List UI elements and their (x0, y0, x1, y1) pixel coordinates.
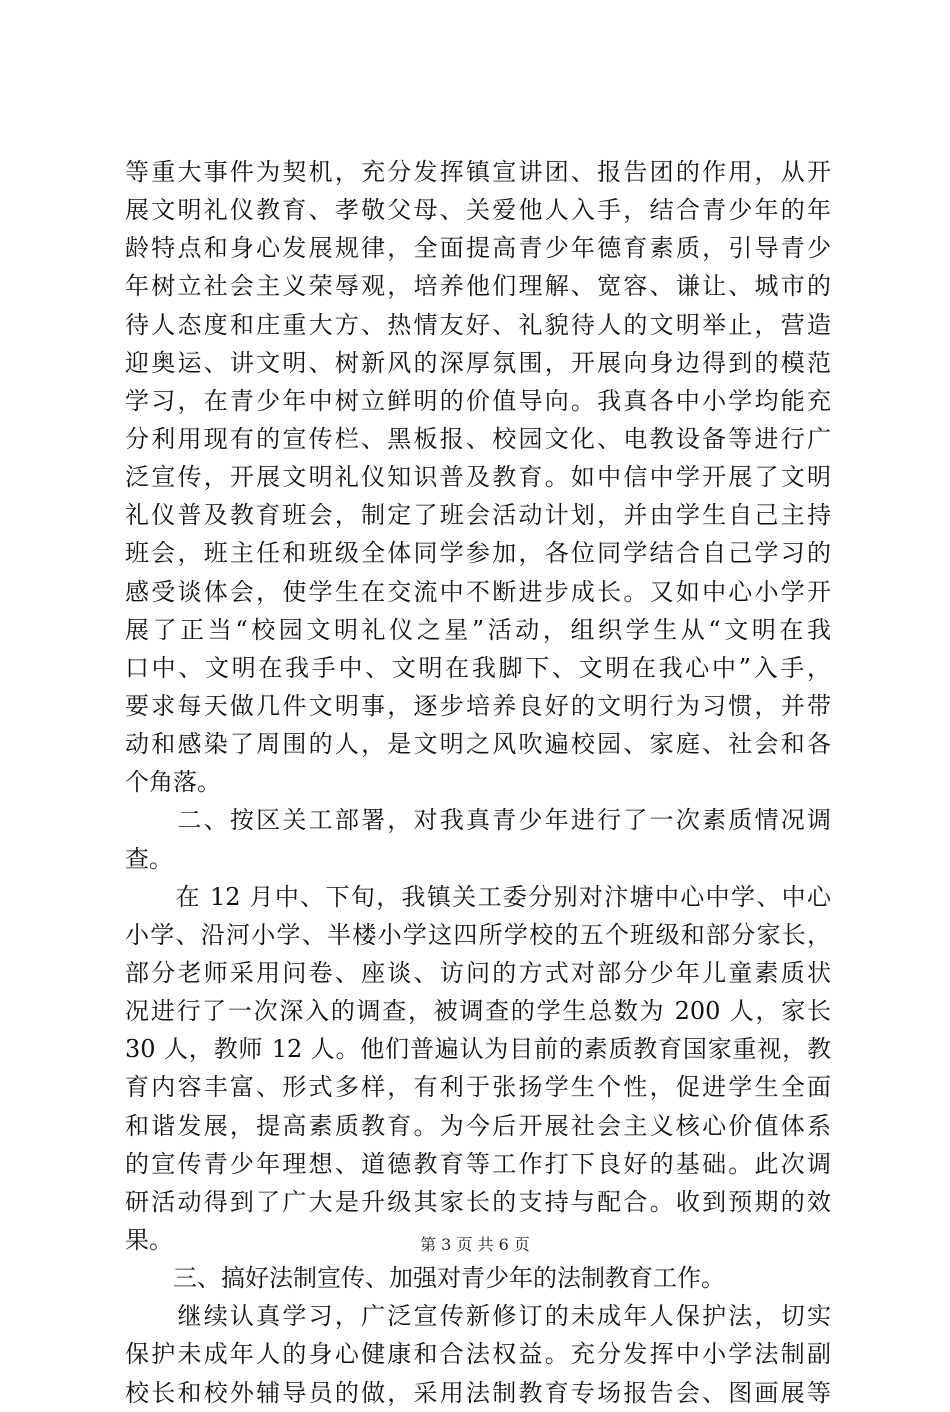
text-line: 在 12 月中、下旬，我镇关工委分别对汴塘中心中学、中心 (125, 882, 831, 911)
text-line: 个角落。 (125, 768, 221, 797)
text-line: 保护未成年人的身心健康和合法权益。充分发挥中小学法制副 (125, 1340, 831, 1369)
document-body (125, 153, 831, 1412)
text-line: 展了正当“校园文明礼仪之星”活动，组织学生从“文明在我 (125, 615, 831, 644)
text-line: 年树立社会主义荣辱观，培养他们理解、宽容、谦让、城市的 (125, 272, 831, 301)
text-line: 要求每天做几件文明事，逐步培养良好的文明行为习惯，并带 (125, 691, 831, 720)
text-line: 和谐发展，提高素质教育。为今后开展社会主义核心价值体系 (125, 1111, 831, 1140)
text-line: 果。 (125, 1225, 173, 1254)
text-line: 学习，在青少年中树立鲜明的价值导向。我真各中小学均能充 (125, 386, 831, 415)
text-line: 研活动得到了广大是升级其家长的支持与配合。收到预期的效 (125, 1187, 831, 1216)
text-line: 展文明礼仪教育、孝敬父母、关爱他人入手，结合青少年的年 (125, 196, 831, 225)
text-line: 部分老师采用问卷、座谈、访问的方式对部分少年儿童素质状 (125, 958, 831, 987)
text-line: 况进行了一次深入的调查，被调查的学生总数为 200 人，家长 (125, 997, 831, 1026)
text-line: 30 人，教师 12 人。他们普遍认为目前的素质教育国家重视，教 (125, 1035, 831, 1064)
page-footer: 第 3 页 共 6 页 (420, 1235, 530, 1254)
text-line: 三、搞好法制宣传、加强对青少年的法制教育工作。 (125, 1264, 725, 1293)
text-line: 二、按区关工部署，对我真青少年进行了一次素质情况调 (125, 806, 831, 835)
text-line: 动和感染了周围的人，是文明之风吹遍校园、家庭、社会和各 (125, 730, 831, 759)
text-line: 小学、沿河小学、半楼小学这四所学校的五个班级和部分家长， (125, 920, 831, 949)
text-line: 分利用现有的宣传栏、黑板报、校园文化、电教设备等进行广 (125, 424, 831, 453)
text-line: 育内容丰富、形式多样，有利于张扬学生个性，促进学生全面 (125, 1073, 831, 1102)
text-line: 待人态度和庄重大方、热情友好、礼貌待人的文明举止，营造 (125, 310, 831, 339)
text-line: 继续认真学习，广泛宣传新修订的未成年人保护法，切实 (125, 1302, 831, 1331)
text-line: 口中、文明在我手中、文明在我脚下、文明在我心中”入手， (125, 653, 831, 682)
text-line: 校长和校外辅导员的做，采用法制教育专场报告会、图画展等 (125, 1378, 831, 1407)
text-line: 礼仪普及教育班会，制定了班会活动计划，并由学生自己主持 (125, 501, 831, 530)
text-line: 迎奥运、讲文明、树新风的深厚氛围，开展向身边得到的模范 (125, 348, 831, 377)
text-line: 泛宣传，开展文明礼仪知识普及教育。如中信中学开展了文明 (125, 463, 831, 492)
text-line: 等重大事件为契机，充分发挥镇宣讲团、报告团的作用，从开 (125, 158, 831, 186)
text-line: 班会，班主任和班级全体同学参加，各位同学结合自己学习的 (125, 539, 831, 568)
text-line: 龄特点和身心发展规律，全面提高青少年德育素质，引导青少 (125, 234, 831, 263)
text-line: 感受谈体会，使学生在交流中不断进步成长。又如中心小学开 (125, 577, 831, 606)
text-line: 的宣传青少年理想、道德教育等工作打下良好的基础。此次调 (125, 1149, 831, 1178)
text-line: 查。 (125, 844, 173, 873)
